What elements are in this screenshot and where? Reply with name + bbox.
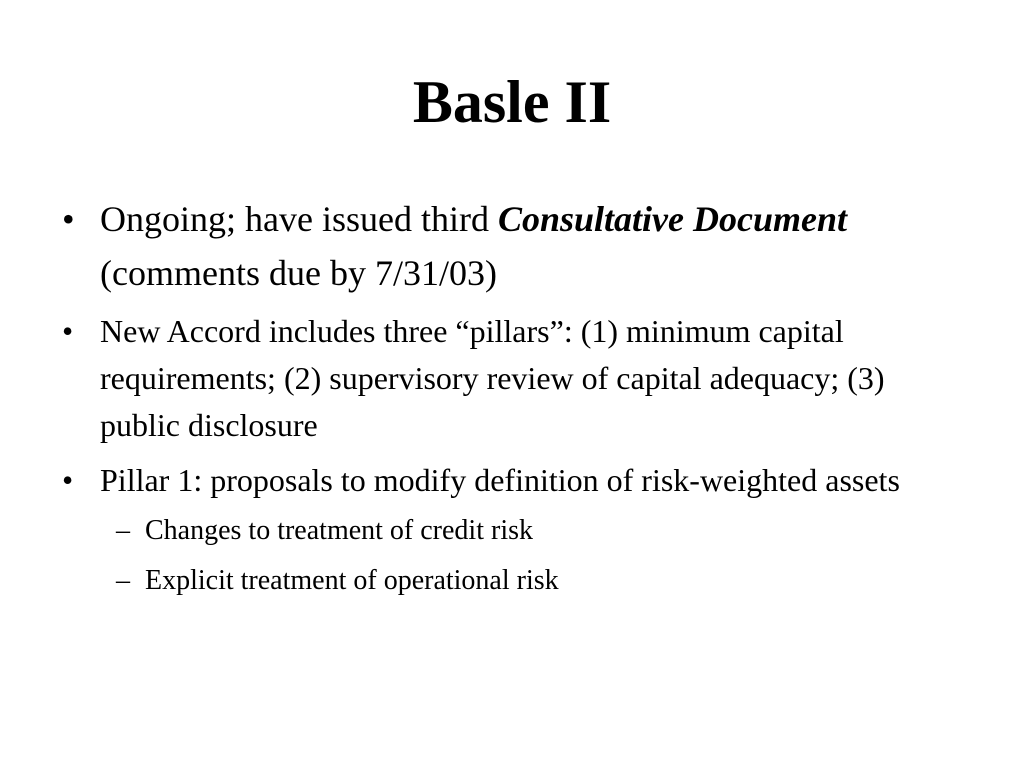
sub-bullet-item [62, 512, 962, 550]
dash-marker: – [116, 515, 130, 546]
sub-bullet-text: Explicit treatment of operational risk [145, 565, 559, 596]
bullet-item [62, 192, 962, 300]
dash-marker: – [116, 565, 130, 596]
bullet-marker: • [62, 313, 74, 349]
bullet-item [62, 308, 962, 449]
bullet-text: (comments due by 7/31/03) [100, 253, 497, 293]
bullet-emphasis: Consultative Document [497, 199, 847, 239]
slide-title: Basle II [412, 69, 612, 135]
sub-bullet-item [62, 562, 962, 600]
sub-bullet-text: Changes to treatment of credit risk [145, 515, 533, 546]
bullet-item [62, 457, 962, 504]
bullet-marker: • [62, 199, 75, 239]
slide-body [62, 192, 962, 612]
bullet-text: Ongoing; have issued third [100, 199, 498, 239]
bullet-text: New Accord includes three “pillars”: (1) minimum capital requirements; (2) supervisory review of capital adequacy; (3) public disclosure [100, 313, 885, 443]
bullet-marker: • [62, 462, 74, 498]
bullet-text: Pillar 1: proposals to modify definition of risk-weighted assets [100, 462, 900, 498]
